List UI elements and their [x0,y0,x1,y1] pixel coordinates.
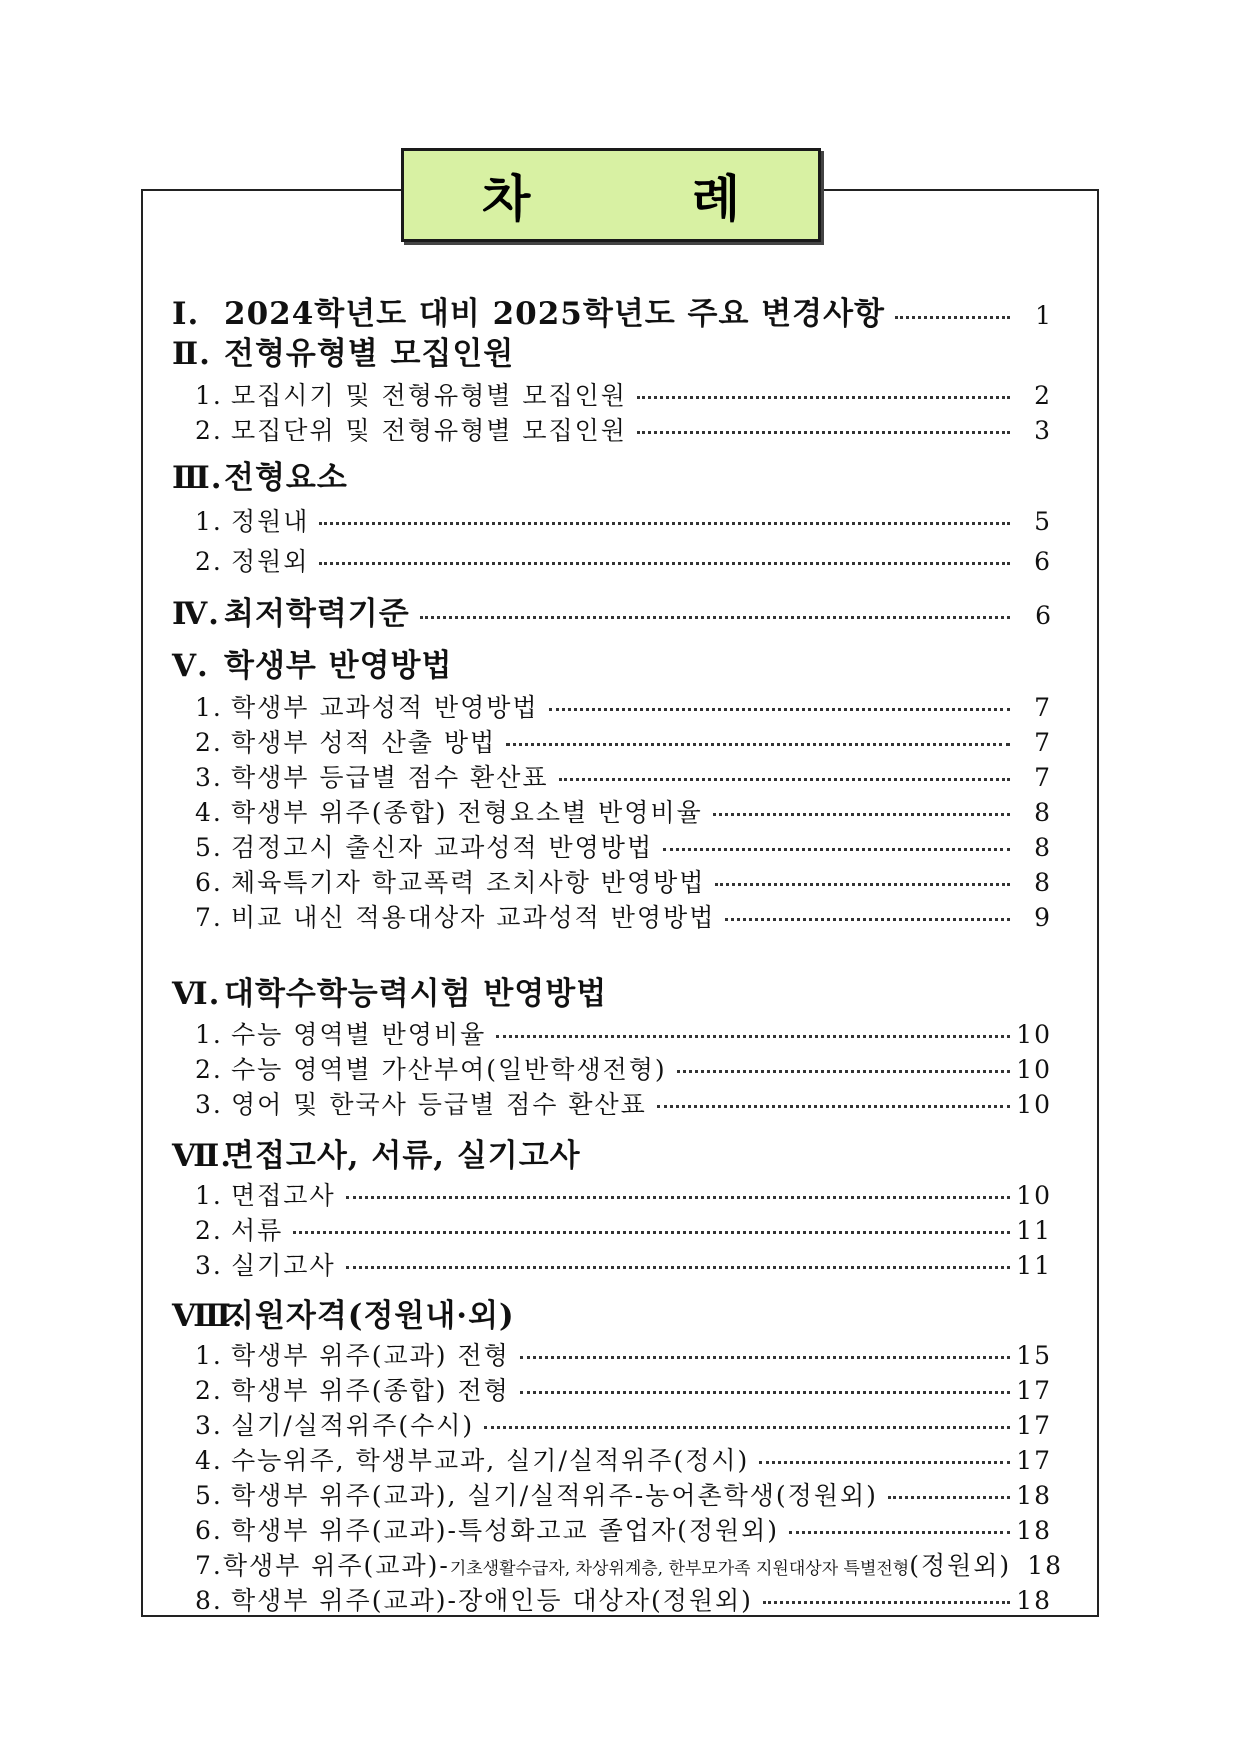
toc-item-8-6[interactable] [195,1511,1052,1547]
item-number: 2. [195,547,223,576]
dot-leader [520,1391,1010,1394]
dot-leader [484,1426,1010,1429]
dot-leader [637,396,1010,399]
toc-section-6[interactable] [172,968,1052,1013]
toc-item-8-2[interactable] [195,1371,1052,1407]
page-number: 7 [1034,763,1052,792]
toc-item-3-2[interactable] [195,542,1052,578]
toc-item-5-6[interactable] [195,863,1052,899]
item-title: 모집단위 및 전형유형별 모집인원 [231,416,627,445]
section-title: 면접고사, 서류, 실기고사 [224,1138,581,1174]
page-number: 1 [1035,301,1052,330]
dot-leader [713,813,1010,816]
item-title: 학생부 위주(종합) 전형 [231,1376,510,1405]
page-number: 18 [1016,1516,1052,1545]
dot-leader [663,848,1010,851]
page-number: 10 [1016,1090,1052,1119]
dot-leader [496,1035,1010,1038]
section-title: 전형요소 [224,460,348,496]
item-number: 1. [195,1020,223,1049]
page-number: 17 [1016,1446,1052,1475]
dot-leader [346,1196,1010,1199]
item-title: 수능 영역별 가산부여(일반학생전형) [231,1055,667,1084]
item-number: 2. [195,1055,223,1084]
item-number: 1. [195,1341,223,1370]
section-number: Ⅷ. [172,1298,244,1334]
toc-title: 차 례 [481,170,812,228]
toc-section-5[interactable] [172,640,1052,685]
page-number: 18 [1027,1551,1063,1580]
item-title: 검정고시 출신자 교과성적 반영방법 [231,833,654,862]
item-number: 5. [195,1481,223,1510]
item-title: 학생부 위주(교과) 전형 [231,1341,510,1370]
item-number: 1. [195,381,223,410]
section-number: Ⅵ. [172,976,221,1012]
page-number: 9 [1034,903,1052,932]
item-title-small: 기초생활수급자, 차상위계층, 한부모가족 지원대상자 특별전형 [449,1559,910,1579]
dot-leader [520,1356,1010,1359]
toc-section-2[interactable] [172,328,1052,373]
item-title: 정원내 [231,507,310,536]
page-number: 17 [1016,1376,1052,1405]
section-title: 최저학력기준 [224,596,410,632]
dot-leader [559,778,1011,781]
toc-item-6-2[interactable] [195,1050,1052,1086]
item-number: 3. [195,763,223,792]
page-number: 6 [1034,547,1052,576]
toc-item-7-1[interactable] [195,1176,1052,1212]
dot-leader [637,431,1010,434]
section-title: 전형유형별 모집인원 [224,336,515,372]
toc-item-5-3[interactable] [195,758,1052,794]
toc-item-5-7[interactable] [195,898,1052,934]
item-number: 3. [195,1251,223,1280]
page-number: 5 [1034,507,1052,536]
dot-leader [549,708,1010,711]
item-number: 6. [195,1516,223,1545]
section-title: 2024학년도 대비 2025학년도 주요 변경사항 [224,296,885,332]
item-title: 학생부 교과성적 반영방법 [231,693,539,722]
item-title-tail: (정원외) [909,1551,1012,1580]
item-title: 비교 내신 적용대상자 교과성적 반영방법 [231,903,716,932]
toc-section-3[interactable] [172,452,1052,497]
toc-item-5-4[interactable] [195,793,1052,829]
page-number: 6 [1035,601,1052,630]
toc-item-5-5[interactable] [195,828,1052,864]
toc-item-5-2[interactable] [195,723,1052,759]
item-number: 8. [195,1586,223,1615]
item-title: 정원외 [231,547,310,576]
item-title: 수능위주, 학생부교과, 실기/실적위주(정시) [231,1446,750,1475]
page-number: 8 [1034,833,1052,862]
item-title: 실기고사 [231,1251,336,1280]
item-title: 체육특기자 학교폭력 조치사항 반영방법 [231,868,706,897]
item-title: 학생부 위주(종합) 전형요소별 반영비율 [231,798,703,827]
item-title: 학생부 위주(교과)-장애인등 대상자(정원외) [231,1586,753,1615]
page-number: 8 [1034,868,1052,897]
toc-item-8-1[interactable] [195,1336,1052,1372]
toc-item-8-5[interactable] [195,1476,1052,1512]
item-number: 1. [195,507,223,536]
section-number: Ⅳ. [172,596,220,632]
dot-leader [895,316,1010,319]
section-title: 대학수학능력시험 반영방법 [224,976,608,1012]
section-number: Ⅶ. [172,1138,233,1174]
toc-item-8-8[interactable] [195,1581,1052,1617]
dot-leader [293,1231,1010,1234]
item-number: 5. [195,833,223,862]
page-number: 11 [1016,1251,1052,1280]
item-number: 3. [195,1411,223,1440]
page-number: 8 [1034,798,1052,827]
page-number: 18 [1016,1586,1052,1615]
section-number: Ⅱ. [172,336,211,372]
section-number: Ⅰ. [172,296,200,332]
dot-leader [789,1531,1010,1534]
dot-leader [763,1601,1010,1604]
item-title: 영어 및 한국사 등급별 점수 환산표 [231,1090,647,1119]
item-title: 학생부 등급별 점수 환산표 [231,763,549,792]
dot-leader [346,1266,1010,1269]
dot-leader [319,562,1010,565]
item-number: 6. [195,868,223,897]
item-title: 수능 영역별 반영비율 [231,1020,487,1049]
page-number: 10 [1016,1181,1052,1210]
item-number: 2. [195,416,223,445]
item-title: 학생부 성적 산출 방법 [231,728,497,757]
item-number: 2. [195,1216,223,1245]
toc-section-7[interactable] [172,1130,1052,1175]
toc-item-7-3[interactable] [195,1246,1052,1282]
item-number: 1. [195,1181,223,1210]
toc-item-8-4[interactable] [195,1441,1052,1477]
dot-leader [319,522,1010,525]
toc-section-4[interactable] [172,588,1052,633]
item-number: 4. [195,1446,223,1475]
section-number: Ⅲ. [172,460,223,496]
toc-section-8[interactable] [172,1290,1052,1335]
dot-leader [888,1496,1010,1499]
item-title: 면접고사 [231,1181,336,1210]
page-number: 15 [1016,1341,1052,1370]
item-number: 7. [195,903,223,932]
dot-leader [759,1461,1010,1464]
page-number: 10 [1016,1020,1052,1049]
page-number: 2 [1034,381,1052,410]
toc-item-3-1[interactable] [195,502,1052,538]
toc-item-8-3[interactable] [195,1406,1052,1442]
page-number: 11 [1016,1216,1052,1245]
toc-item-7-2[interactable] [195,1211,1052,1247]
toc-item-6-1[interactable] [195,1015,1052,1051]
item-number: 7. [195,1551,223,1580]
item-number: 2. [195,728,223,757]
page-number: 10 [1016,1055,1052,1084]
item-title-main: 학생부 위주(교과)- [222,1551,450,1580]
item-title: 학생부 위주(교과), 실기/실적위주-농어촌학생(정원외) [231,1481,878,1510]
item-title [223,1546,1011,1582]
toc-section-1[interactable] [172,288,1052,333]
item-number: 2. [195,1376,223,1405]
toc-item-2-1[interactable] [195,376,1052,412]
item-title: 실기/실적위주(수시) [231,1411,475,1440]
section-title: 지원자격(정원내·외) [224,1298,515,1334]
dot-leader [725,918,1010,921]
dot-leader [420,616,1010,619]
item-title: 서류 [231,1216,284,1245]
toc-item-2-2[interactable] [195,411,1052,447]
section-number: Ⅴ. [172,648,209,684]
page-number: 7 [1034,728,1052,757]
toc-item-5-1[interactable] [195,688,1052,724]
dot-leader [677,1070,1010,1073]
section-title: 학생부 반영방법 [224,648,453,684]
page-number: 18 [1016,1481,1052,1510]
item-title: 모집시기 및 전형유형별 모집인원 [231,381,627,410]
dot-leader [657,1105,1010,1108]
dot-leader [715,883,1010,886]
dot-leader [506,743,1010,746]
item-number: 4. [195,798,223,827]
item-title: 학생부 위주(교과)-특성화고교 졸업자(정원외) [231,1516,780,1545]
item-number: 3. [195,1090,223,1119]
page-number: 7 [1034,693,1052,722]
page-number: 17 [1016,1411,1052,1440]
item-number: 1. [195,693,223,722]
page-number: 3 [1034,416,1052,445]
toc-item-8-7[interactable] [195,1546,1063,1582]
toc-item-6-3[interactable] [195,1085,1052,1121]
